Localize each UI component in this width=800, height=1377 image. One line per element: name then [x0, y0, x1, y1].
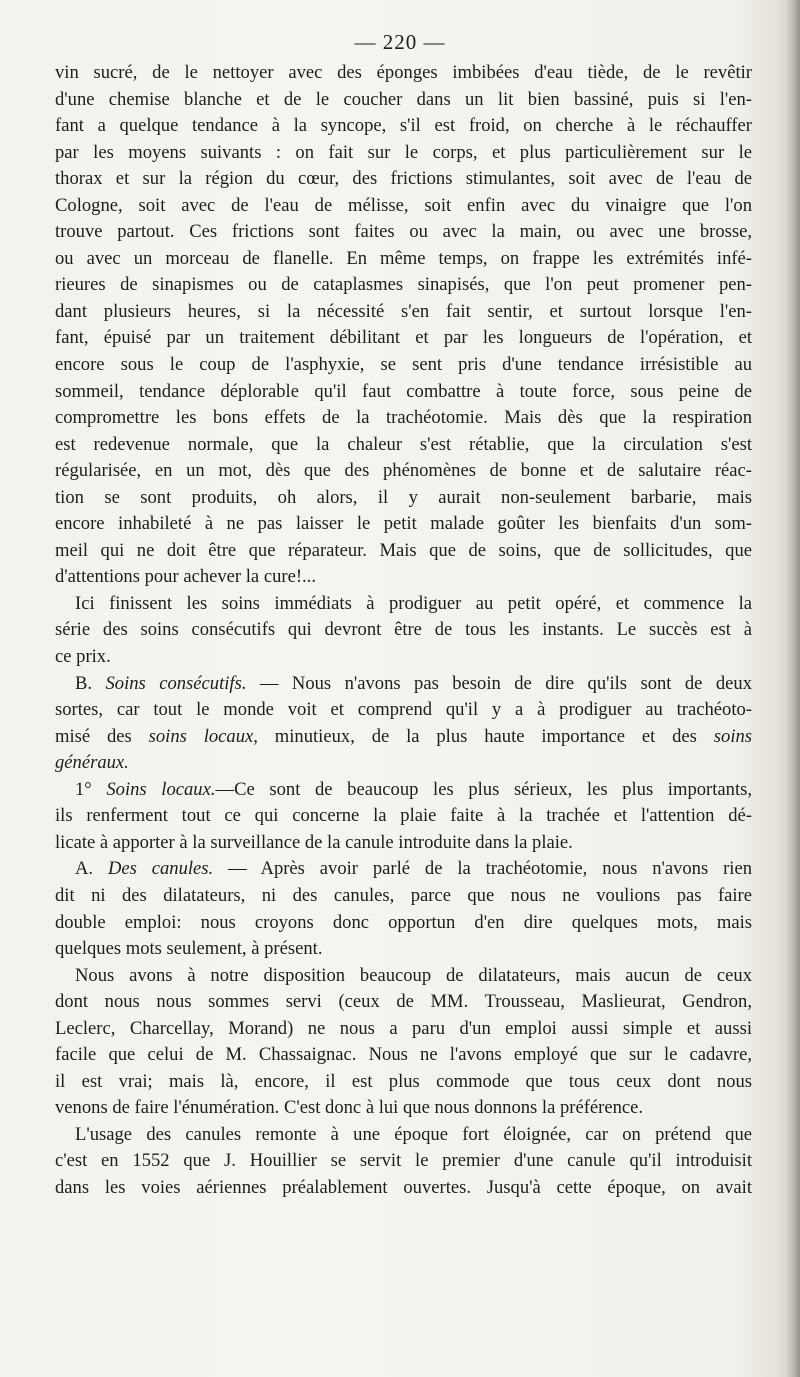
text-line: [55, 697, 752, 724]
text-span: rieures de sinapismes ou de cataplasmes sinapisés, que l'on peut promener pen-: [55, 274, 752, 296]
text-span: ou avec un morceau de flanelle. En même temps, on frappe les extrémités infé-: [55, 247, 752, 269]
text-line: [55, 830, 752, 857]
text-line: [55, 352, 752, 379]
text-line: [55, 750, 752, 777]
text-span: c'est en 1552 que J. Houillier se servit le premier d'une canule qu'il introduisit: [55, 1150, 752, 1172]
text-span: série des soins consécutifs qui devront être de tous les instants. Le succès est à: [55, 619, 752, 641]
text-line: [55, 1069, 752, 1096]
italic-text: Des canules.: [107, 858, 214, 880]
text-line: [55, 379, 752, 406]
text-line: [55, 963, 752, 990]
text-line: [55, 803, 752, 830]
text-span: L'usage des canules remonte à une époque fort éloignée, car on prétend que: [75, 1123, 752, 1145]
text-line: [55, 644, 752, 671]
text-line: [55, 989, 752, 1016]
text-line: [55, 777, 752, 804]
text-line: [55, 591, 752, 618]
body-text: [55, 60, 752, 1202]
text-line: [55, 1042, 752, 1069]
page-edge-shadow: [786, 0, 800, 1377]
text-span: tion se sont produits, oh alors, il y aurait non-seulement barbarie, mais: [55, 486, 752, 508]
italic-text: Soins consécutifs.: [105, 672, 247, 694]
text-line: [55, 671, 752, 698]
text-span: ce prix.: [55, 646, 111, 668]
text-line: [55, 564, 752, 591]
text-line: [55, 60, 752, 87]
text-line: [55, 856, 752, 883]
text-span: Leclerc, Charcellay, Morand) ne nous a paru d'un emploi aussi simple et aussi: [55, 1017, 752, 1039]
text-span: fant a quelque tendance à la syncope, s'il est froid, on cherche à le réchauffer: [55, 115, 752, 137]
text-span: encore sous le coup de l'asphyxie, se sent pris d'une tendance irrésistible au: [55, 354, 752, 376]
text-line: [55, 511, 752, 538]
text-line: [55, 193, 752, 220]
italic-text: généraux.: [55, 752, 129, 774]
text-span: A.: [75, 858, 108, 880]
text-span: fant, épuisé par un traitement débilitant et par les longueurs de l'opération, et: [55, 327, 752, 349]
text-span: Nous avons à notre disposition beaucoup de dilatateurs, mais aucun de ceux: [75, 964, 752, 986]
text-line: [55, 538, 752, 565]
text-span: minutieux, de la plus haute importance et des: [257, 725, 714, 747]
text-line: [55, 325, 752, 352]
text-span: facile que celui de M. Chassaignac. Nous ne l'avons employé que sur le cadavre,: [55, 1044, 752, 1066]
text-line: [55, 219, 752, 246]
text-line: [55, 1016, 752, 1043]
text-span: thorax et sur la région du cœur, des frictions stimulantes, soit avec de l'eau de: [55, 168, 752, 190]
text-line: [55, 272, 752, 299]
text-span: licate à apporter à la surveillance de la canule introduite dans la plaie.: [55, 831, 573, 853]
text-span: sortes, car tout le monde voit et comprend qu'il y a à prodiguer au trachéoto-: [55, 699, 752, 721]
text-line: [55, 1095, 752, 1122]
text-span: sommeil, tendance déplorable qu'il faut combattre à toute force, sous peine de: [55, 380, 752, 402]
text-span: Ici finissent les soins immédiats à prodiguer au petit opéré, et commence la: [75, 592, 752, 614]
text-line: [55, 1122, 752, 1149]
text-span: quelques mots seulement, à présent.: [55, 938, 323, 960]
text-span: dit ni des dilatateurs, ni des canules, parce que nous ne voulions pas faire: [55, 884, 752, 906]
text-span: vin sucré, de le nettoyer avec des éponges imbibées d'eau tiède, de le revêtir: [55, 62, 752, 83]
text-line: [55, 113, 752, 140]
text-span: ils renferment tout ce qui concerne la plaie faite à la trachée et l'attention dé-: [55, 805, 752, 827]
text-span: dans les voies aériennes préalablement ouvertes. Jusqu'à cette époque, on avait: [55, 1176, 752, 1198]
text-span: meil qui ne doit être que réparateur. Mais que de soins, que de sollicitudes, que: [55, 539, 752, 561]
italic-text: soins locaux,: [148, 725, 258, 747]
text-span: d'une chemise blanche et de le coucher dans un lit bien bassiné, puis si l'en-: [55, 88, 752, 110]
text-span: il est vrai; mais là, encore, il est plus commode que tous ceux dont nous: [55, 1070, 752, 1092]
text-line: [55, 883, 752, 910]
text-span: double emploi: nous croyons donc opportun d'en dire quelques mots, mais: [55, 911, 752, 933]
text-span: 1°: [75, 778, 107, 800]
text-line: [55, 617, 752, 644]
text-span: est redevenue normale, que la chaleur s'est rétablie, que la circulation s'est: [55, 433, 752, 455]
text-line: [55, 140, 752, 167]
italic-text: Soins locaux.: [106, 778, 216, 800]
text-line: [55, 936, 752, 963]
text-line: [55, 432, 752, 459]
text-span: encore inhabileté à ne pas laisser le petit malade goûter les bienfaits d'un som-: [55, 513, 752, 535]
text-span: régularisée, en un mot, dès que des phénomènes de bonne et de salutaire réac-: [55, 460, 752, 482]
text-line: [55, 1175, 752, 1202]
text-line: [55, 1148, 752, 1175]
text-span: compromettre les bons effets de la trachéotomie. Mais dès que la respiration: [55, 407, 752, 429]
text-span: misé des: [55, 725, 149, 747]
text-span: trouve partout. Ces frictions sont faites ou avec la main, ou avec une brosse,: [55, 221, 752, 243]
text-span: —Ce sont de beaucoup les plus sérieux, les plus importants,: [215, 778, 752, 800]
text-span: dont nous nous sommes servi (ceux de MM. Trousseau, Maslieurat, Gendron,: [55, 991, 752, 1013]
text-line: [55, 910, 752, 937]
page-number: — 220 —: [354, 30, 446, 54]
text-span: par les moyens suivants : on fait sur le corps, et plus particulièrement sur le: [55, 141, 752, 163]
text-span: — Nous n'avons pas besoin de dire qu'ils sont de deux: [246, 672, 752, 694]
text-span: d'attentions pour achever la cure!...: [55, 566, 316, 588]
text-line: [55, 246, 752, 273]
text-line: [55, 299, 752, 326]
text-span: Cologne, soit avec de l'eau de mélisse, soit enfin avec du vinaigre que l'on: [55, 194, 752, 216]
text-span: venons de faire l'énumération. C'est donc à lui que nous donnons la préférence.: [55, 1097, 644, 1119]
text-line: [55, 87, 752, 114]
text-line: [55, 485, 752, 512]
text-span: B.: [75, 672, 106, 694]
text-span: — Après avoir parlé de la trachéotomie, nous n'avons rien: [213, 858, 752, 880]
text-line: [55, 166, 752, 193]
text-span: dant plusieurs heures, si la nécessité s'en fait sentir, et surtout lorsque l'en-: [55, 300, 752, 322]
text-line: [55, 405, 752, 432]
text-line: [55, 458, 752, 485]
italic-text: soins: [713, 725, 753, 747]
text-line: [55, 724, 752, 751]
